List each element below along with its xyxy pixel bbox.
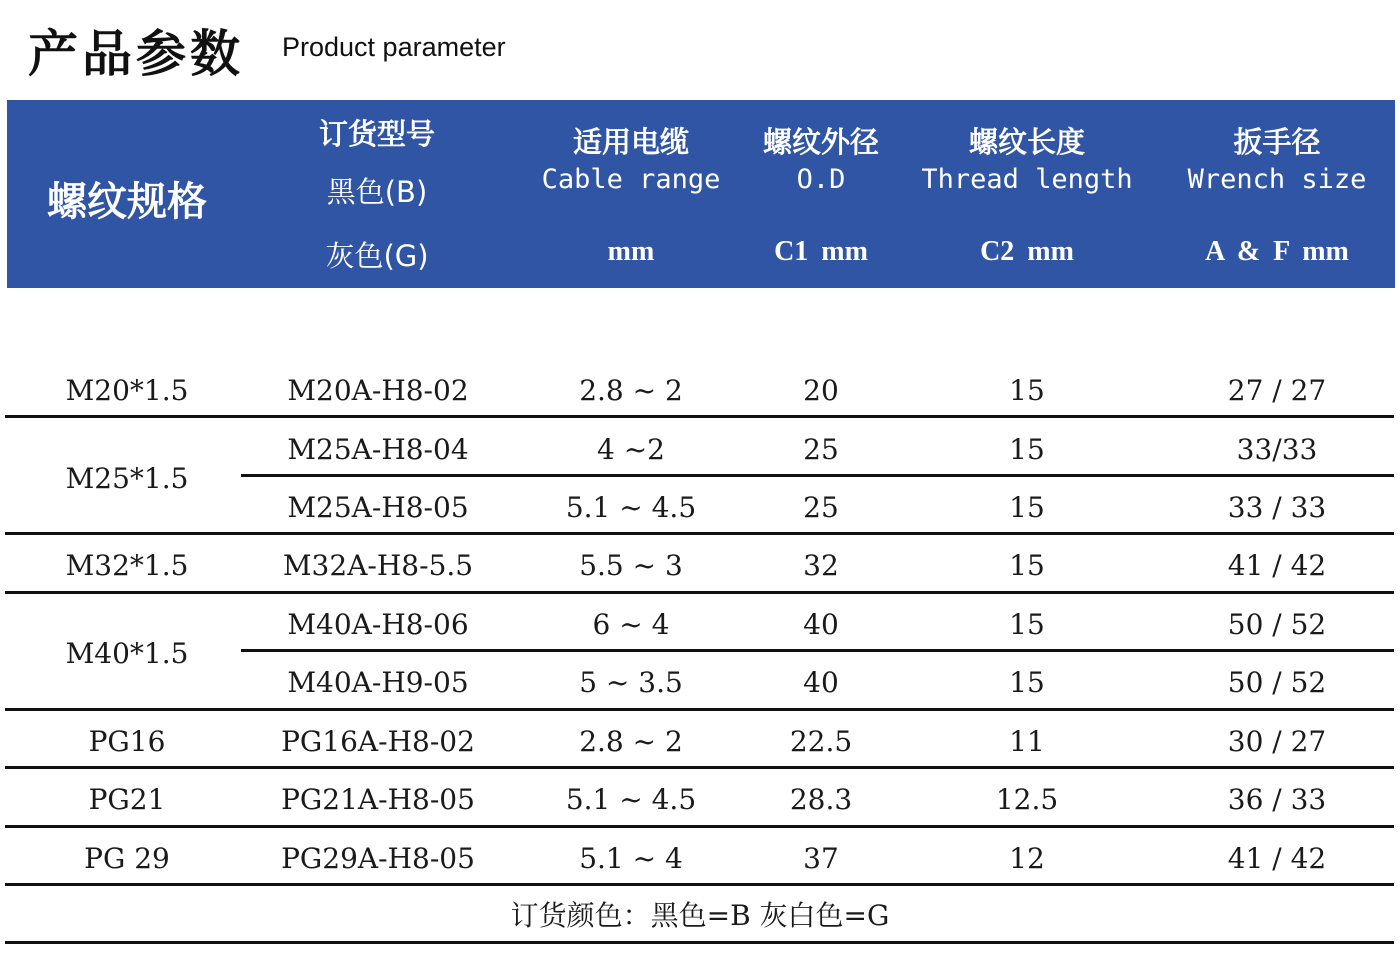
cable-range-cell: 5.1 ~ 4 bbox=[579, 842, 683, 875]
row-divider bbox=[241, 474, 1394, 477]
header-wrench-unit: A & F mm bbox=[1205, 236, 1349, 267]
od-cell: 25 bbox=[803, 433, 839, 466]
header-thread-length bbox=[907, 100, 1147, 288]
model-cell: M25A-H8-04 bbox=[287, 433, 469, 466]
model-cell: M25A-H8-05 bbox=[287, 491, 469, 524]
wrench-size-cell: 33 / 33 bbox=[1227, 491, 1327, 524]
row-divider bbox=[5, 708, 1394, 711]
spec-cell: M25*1.5 bbox=[65, 462, 189, 495]
header-thread-length-zh: 螺纹长度 bbox=[968, 125, 1085, 159]
od-cell: 28.3 bbox=[789, 783, 853, 816]
thread-length-cell: 15 bbox=[1009, 491, 1045, 524]
od-cell: 22.5 bbox=[789, 725, 853, 758]
od-cell: 20 bbox=[803, 374, 839, 407]
header-thread-length-unit: C2 mm bbox=[980, 236, 1074, 267]
cable-range-cell: 5.1 ~ 4.5 bbox=[565, 491, 697, 524]
row-divider bbox=[5, 532, 1394, 535]
row-divider bbox=[5, 766, 1394, 769]
spec-cell: M20*1.5 bbox=[65, 374, 189, 407]
header-wrench-zh: 扳手径 bbox=[1233, 125, 1321, 159]
spec-cell: PG 29 bbox=[84, 842, 170, 875]
table-header bbox=[7, 100, 1395, 288]
wrench-size-cell: 41 / 42 bbox=[1227, 549, 1327, 582]
model-cell: M20A-H8-02 bbox=[287, 374, 469, 407]
cable-range-cell: 4 ~2 bbox=[597, 433, 665, 466]
wrench-size-cell: 30 / 27 bbox=[1227, 725, 1327, 758]
od-cell: 32 bbox=[803, 549, 839, 582]
header-cable-en: Cable range bbox=[541, 164, 721, 195]
header-od-en: O.D bbox=[796, 164, 846, 195]
thread-length-cell: 12 bbox=[1009, 842, 1045, 875]
row-divider bbox=[241, 649, 1394, 652]
wrench-size-cell: 27 / 27 bbox=[1227, 374, 1327, 407]
cable-range-cell: 6 ~ 4 bbox=[592, 608, 670, 641]
header-wrench bbox=[1167, 100, 1387, 288]
thread-length-cell: 15 bbox=[1009, 666, 1045, 699]
cable-range-cell: 5 ~ 3.5 bbox=[579, 666, 683, 699]
thread-length-cell: 11 bbox=[1009, 725, 1045, 758]
thread-length-cell: 15 bbox=[1009, 608, 1045, 641]
page-subtitle: Product parameter bbox=[282, 32, 506, 62]
cable-range-cell: 5.5 ~ 3 bbox=[579, 549, 683, 582]
order-color-note: 订货颜色：黑色=B 灰白色=G bbox=[510, 899, 890, 932]
row-divider bbox=[5, 825, 1394, 828]
header-od-unit: C1 mm bbox=[774, 236, 868, 267]
header-cable bbox=[515, 100, 747, 288]
od-cell: 25 bbox=[803, 491, 839, 524]
header-od-zh: 螺纹外径 bbox=[762, 125, 879, 159]
header-black: 黑色(B) bbox=[326, 175, 428, 209]
page-title: 产品参数 bbox=[28, 25, 244, 83]
model-cell: M32A-H8-5.5 bbox=[282, 549, 474, 582]
wrench-size-cell: 33/33 bbox=[1236, 433, 1318, 466]
row-divider bbox=[5, 591, 1394, 594]
row-divider bbox=[5, 941, 1394, 944]
model-cell: M40A-H8-06 bbox=[287, 608, 469, 641]
cable-range-cell: 2.8 ~ 2 bbox=[579, 374, 683, 407]
thread-length-cell: 12.5 bbox=[995, 783, 1059, 816]
header-cable-zh: 适用电缆 bbox=[572, 125, 689, 159]
thread-length-cell: 15 bbox=[1009, 433, 1045, 466]
header-order-no bbox=[247, 100, 507, 288]
spec-cell: PG21 bbox=[88, 783, 166, 816]
spec-cell: M32*1.5 bbox=[65, 549, 189, 582]
od-cell: 40 bbox=[803, 666, 839, 699]
header-cable-unit: mm bbox=[607, 236, 655, 267]
od-cell: 37 bbox=[803, 842, 839, 875]
cable-range-cell: 2.8 ~ 2 bbox=[579, 725, 683, 758]
wrench-size-cell: 50 / 52 bbox=[1227, 666, 1327, 699]
model-cell: PG21A-H8-05 bbox=[281, 783, 475, 816]
wrench-size-cell: 36 / 33 bbox=[1227, 783, 1327, 816]
model-cell: PG29A-H8-05 bbox=[281, 842, 475, 875]
od-cell: 40 bbox=[803, 608, 839, 641]
thread-length-cell: 15 bbox=[1009, 374, 1045, 407]
row-divider bbox=[5, 415, 1394, 418]
wrench-size-cell: 41 / 42 bbox=[1227, 842, 1327, 875]
model-cell: M40A-H9-05 bbox=[287, 666, 469, 699]
model-cell: PG16A-H8-02 bbox=[281, 725, 475, 758]
cable-range-cell: 5.1 ~ 4.5 bbox=[565, 783, 697, 816]
spec-cell: M40*1.5 bbox=[65, 637, 189, 670]
header-gray: 灰色(G) bbox=[325, 239, 429, 273]
header-od bbox=[745, 100, 897, 288]
row-divider bbox=[5, 883, 1394, 886]
wrench-size-cell: 50 / 52 bbox=[1227, 608, 1327, 641]
header-thread-length-en: Thread length bbox=[921, 164, 1133, 195]
header-wrench-en: Wrench size bbox=[1187, 164, 1367, 195]
header-spec: 螺纹规格 bbox=[47, 179, 207, 225]
thread-length-cell: 15 bbox=[1009, 549, 1045, 582]
spec-cell: PG16 bbox=[88, 725, 166, 758]
header-order-no-zh: 订货型号 bbox=[318, 117, 435, 151]
